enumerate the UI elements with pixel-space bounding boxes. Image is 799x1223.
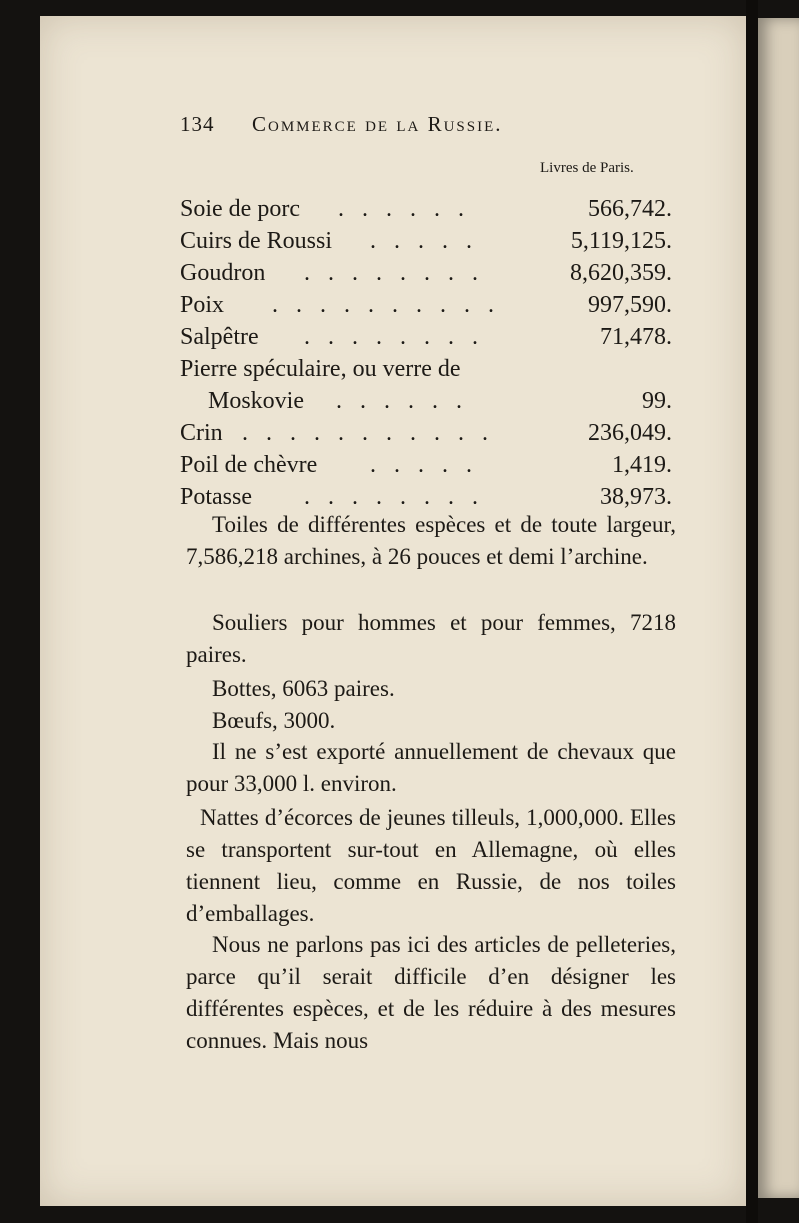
- row-value: 236,049.: [588, 420, 672, 446]
- row-label: Pierre spéculaire, ou verre de: [180, 356, 461, 382]
- table-row: [180, 417, 672, 449]
- row-value: 5,119,125.: [570, 228, 672, 254]
- unit-heading: Livres de Paris.: [540, 160, 634, 176]
- paragraph: Nous ne parlons pas ici des articles de pelleteries, parce qu’il serait difficile d’en désigner les différentes espèces, et de les réduire à des mesures connues. Mais nous: [186, 932, 676, 1053]
- leader-dots: . . . . . .: [336, 388, 468, 414]
- table-row: [180, 225, 672, 257]
- row-label: Goudron: [180, 260, 266, 286]
- leader-dots: . . . . . . . .: [304, 260, 484, 286]
- leader-dots: . . . . .: [370, 228, 478, 254]
- row-value: 8,620,359.: [570, 260, 672, 286]
- row-label: Soie de porc: [180, 196, 300, 222]
- leader-dots: . . . . . . . .: [304, 484, 484, 510]
- paragraph: Toiles de différentes espèces et de toute largeur, 7,586,218 archines, à 26 pouces et demi l’archine.: [186, 512, 676, 569]
- table-row: [180, 289, 672, 321]
- row-label: Potasse: [180, 484, 252, 510]
- book-gutter: [746, 0, 758, 1223]
- table-row: [180, 353, 672, 385]
- paragraph: Bœufs, 3000.: [212, 708, 336, 733]
- row-value: 99.: [642, 388, 672, 414]
- row-label: Salpêtre: [180, 324, 259, 350]
- row-label: Cuirs de Roussi: [180, 228, 333, 254]
- row-value: 997,590.: [588, 292, 672, 318]
- table-row: [208, 385, 672, 417]
- leader-dots: . . . . .: [370, 452, 478, 478]
- table-row: [180, 321, 672, 353]
- row-value: 38,973.: [600, 484, 672, 510]
- paragraph: Nattes d’écorces de jeunes tilleuls, 1,000,000. Elles se transportent sur-tout en Allemagne, où elles tiennent lieu, comme en Russie, de nos toiles d’emballages.: [186, 805, 676, 926]
- leader-dots: . . . . . . . .: [304, 324, 484, 350]
- leader-dots: . . . . . . . . . . .: [242, 420, 494, 446]
- paragraph: Bottes, 6063 paires.: [212, 676, 395, 701]
- adjacent-page-edge: [758, 18, 799, 1198]
- paragraph: Souliers pour hommes et pour femmes, 7218 paires.: [186, 610, 676, 667]
- page-header: [180, 112, 672, 137]
- row-label: Poix: [180, 292, 225, 318]
- leader-dots: . . . . . .: [338, 196, 470, 222]
- table-row: [180, 257, 672, 289]
- row-label: Moskovie: [208, 388, 304, 414]
- row-label: Poil de chèvre: [180, 452, 318, 478]
- leader-dots: . . . . . . . . . .: [272, 292, 500, 318]
- running-title: Commerce de la Russie.: [252, 112, 503, 136]
- row-value: 566,742.: [588, 196, 672, 222]
- row-label: Crin: [180, 420, 223, 446]
- row-value: 71,478.: [600, 324, 672, 350]
- table-row: [180, 193, 672, 225]
- table-row: [180, 449, 672, 481]
- paragraph: Il ne s’est exporté annuellement de chevaux que pour 33,000 l. environ.: [186, 739, 676, 796]
- row-value: 1,419.: [612, 452, 672, 478]
- page-number: 134: [180, 112, 215, 136]
